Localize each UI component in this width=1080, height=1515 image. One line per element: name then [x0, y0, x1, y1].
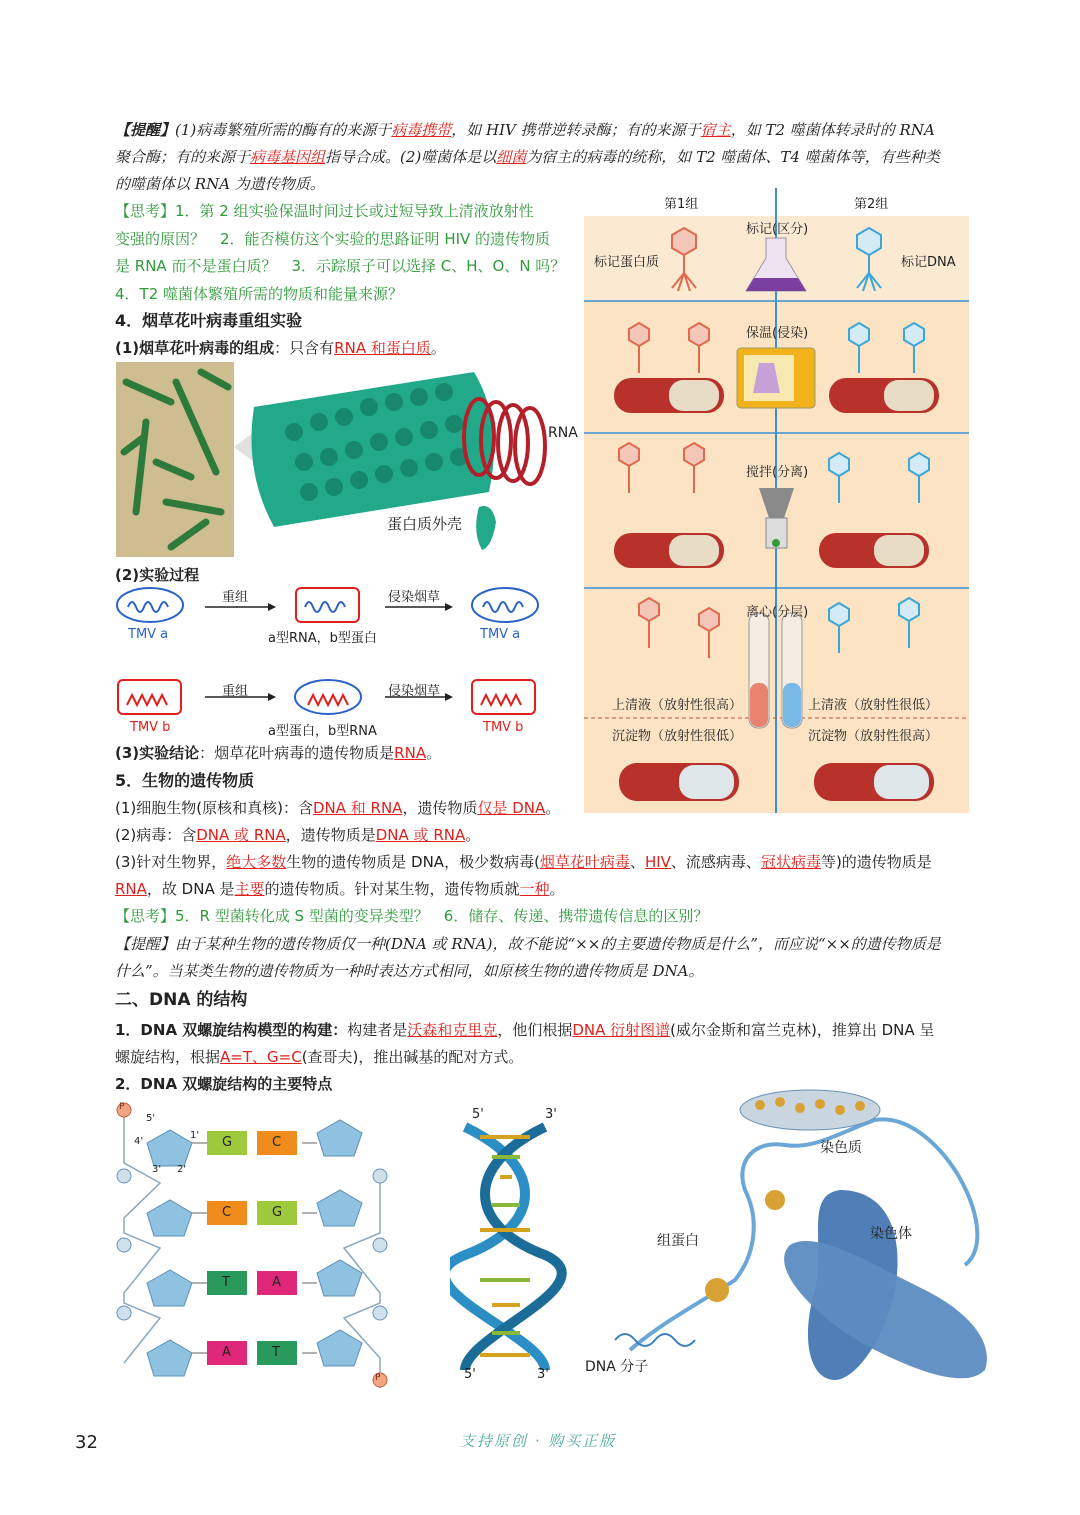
conclusion-label: (3)实验结论 [115, 744, 200, 762]
genetic-answer: 冠状病毒 [760, 853, 821, 871]
base-1-left: G [222, 1135, 233, 1150]
genetic-answer: 烟草花叶病毒 [539, 853, 630, 871]
tmv-micrograph [116, 362, 234, 557]
dna-answer: 沃森和克里克 [407, 1021, 498, 1039]
helix-bottom-left: 5' [464, 1367, 476, 1382]
conclusion-answer: RNA [394, 744, 427, 762]
tips1-prefix: 【提醒】 [115, 121, 176, 139]
base-4-right: T [272, 1345, 280, 1360]
tips1-text: 聚合酶；有的来源于 [115, 148, 251, 166]
genetic-heading: 5．生物的遗传物质 [115, 771, 255, 790]
genetic-line2 [115, 826, 480, 844]
footer-slogan: 支持原创 · 购买正版 [460, 1432, 617, 1450]
genetic-text: (3)针对生物界， [115, 853, 227, 871]
base-pair-diagram [112, 1098, 402, 1398]
genetic-text: 等)的遗传物质是 [820, 853, 932, 871]
phage-experiment-panel [584, 188, 969, 813]
row1-end: TMV a [480, 627, 521, 642]
group1-label: 第1组 [664, 197, 699, 212]
carbon-1-label: 1' [190, 1130, 200, 1141]
helix-bottom-right: 3' [537, 1367, 549, 1382]
think1-line3: 是 RNA 而不是蛋白质？ 3．示踪原子可以选择 C、H、O、N 吗？ [115, 257, 566, 275]
incubate-label: 保温(侵染) [746, 326, 809, 341]
genetic-answer: DNA 或 RNA [196, 826, 286, 844]
base-1-right: C [272, 1135, 282, 1150]
genetic-text: 。 [465, 826, 481, 844]
group2-label: 第2组 [854, 197, 889, 212]
base-2-right: G [272, 1205, 283, 1220]
tmv-composition [115, 339, 446, 357]
process-label: (2)实验过程 [115, 566, 200, 584]
tips1-line3: 的噬菌体以 RNA 为遗传物质。 [115, 175, 325, 193]
tips2-line1: 【提醒】由于某种生物的遗传物质仅一种(DNA 或 RNA)，故不能说“××的主要遗传物质是什么”，而应说“××的遗传物质是 [115, 935, 941, 953]
carbon-3-label: 3' [152, 1164, 162, 1175]
mark-dna-label: 标记DNA [901, 255, 956, 270]
genetic-line3 [115, 853, 932, 871]
recombine-label-1: 重组 [222, 590, 249, 605]
think1-line2: 变强的原因？ 2．能否模仿这个实验的思路证明 HIV 的遗传物质 [115, 230, 551, 248]
conclusion-end: 。 [426, 744, 442, 762]
base-4-left: A [222, 1345, 231, 1360]
carbon-4-label: 4' [134, 1136, 144, 1147]
genetic-answer: HIV [644, 853, 671, 871]
phosphate-label-top: P [119, 1102, 125, 1112]
genetic-answer: 仅是 DNA [477, 799, 546, 817]
genetic-text: 。 [549, 880, 565, 898]
sediment-high: 沉淀物（放射性很高） [808, 729, 939, 744]
genetic-text: ，故 DNA 是 [146, 880, 235, 898]
composition-label: (1)烟草花叶病毒的组成 [115, 339, 275, 357]
genetic-answer: DNA 或 RNA [375, 826, 466, 844]
dna-molecule-label: DNA 分子 [585, 1359, 649, 1375]
genetic-text: (2)病毒：含 [115, 826, 197, 844]
conclusion-text: ：烟草花叶病毒的遗传物质是 [199, 744, 395, 762]
carbon-5-label: 5' [146, 1113, 156, 1124]
capsid-label: 蛋白质外壳 [387, 515, 463, 533]
genetic-text: (1)细胞生物(原核和真核)：含 [115, 799, 313, 817]
tips1-line2 [115, 148, 940, 166]
think1-line4: 4．T2 噬菌体繁殖所需的物质和能量来源？ [115, 285, 404, 303]
genetic-text: 、 [629, 853, 645, 871]
composition-text: ：只含有 [274, 339, 335, 357]
carbon-2-label: 2' [177, 1164, 187, 1175]
genetic-answer: 绝大多数 [226, 853, 287, 871]
row2-end: TMV b [483, 720, 524, 735]
genetic-text: 、流感病毒、 [670, 853, 761, 871]
double-helix [450, 1105, 570, 1385]
base-2-left: C [222, 1205, 232, 1220]
dna-text: 螺旋结构，根据 [115, 1048, 221, 1066]
helix-top-right: 3' [545, 1107, 557, 1122]
composition-end: 。 [430, 339, 446, 357]
genetic-answer: DNA 和 RNA [312, 799, 403, 817]
row2-start: TMV b [130, 720, 171, 735]
tips1-answer: 细菌 [496, 148, 527, 166]
tips1-line1 [115, 121, 935, 139]
genetic-text: 。 [545, 799, 561, 817]
tmv-heading: 4．烟草花叶病毒重组实验 [115, 311, 303, 330]
row1-start: TMV a [128, 627, 169, 642]
dna-para2 [115, 1048, 523, 1066]
helix-top-left: 5' [472, 1107, 484, 1122]
chromosome-label: 染色体 [870, 1226, 912, 1242]
genetic-answer: 一种 [519, 880, 550, 898]
rna-label: RNA [548, 425, 578, 441]
dna-text: (查哥夫)，推出碱基的配对方式。 [301, 1048, 524, 1066]
tips1-answer: 宿主 [700, 121, 731, 139]
tips1-text: ，如 T2 噬菌体转录时的 RNA [730, 121, 935, 139]
dna-text: ，他们根据 [497, 1021, 573, 1039]
dna-answer: DNA 衍射图谱 [572, 1021, 671, 1039]
infect-label-2: 侵染烟草 [388, 684, 441, 699]
tips1-text: (1)病毒繁殖所需的酶有的来源于 [175, 121, 392, 139]
histone-label: 组蛋白 [657, 1233, 699, 1249]
stir-label: 搅拌(分离) [746, 465, 809, 480]
tips1-text: ，如 HIV 携带逆转录酶；有的来源于 [451, 121, 701, 139]
phosphate-label-bottom: P [375, 1373, 381, 1383]
chromatin-label: 染色质 [820, 1140, 862, 1156]
dna-p1-label: 1．DNA 双螺旋结构模型的构建： [115, 1021, 348, 1039]
tips2-line2: 什么”。当某类生物的遗传物质为一种时表达方式相同，如原核生物的遗传物质是 DNA。 [115, 962, 704, 980]
tips1-answer: 病毒携带 [391, 121, 452, 139]
chromosome-diagram [585, 1080, 1005, 1400]
genetic-answer: RNA [115, 880, 147, 898]
dna-para1 [115, 1021, 934, 1039]
dna-answer: A=T、G=C [220, 1048, 302, 1066]
genetic-answer: 主要 [234, 880, 265, 898]
row1-mid: a型RNA，b型蛋白 [268, 631, 377, 646]
genetic-text: 生物的遗传物质是 DNA，极少数病毒( [286, 853, 540, 871]
dna-text: (威尔金斯和富兰克林)，推算出 DNA 呈 [670, 1021, 935, 1039]
think1-line1: 【思考】1．第 2 组实验保温时间过长或过短导致上清液放射性 [115, 202, 534, 220]
tips1-answer: 病毒基因组 [250, 148, 326, 166]
sediment-low: 沉淀物（放射性很低） [612, 729, 743, 744]
think2-line: 【思考】5．R 型菌转化成 S 型菌的变异类型？ 6．储存、传递、携带遗传信息的区别？ [115, 907, 709, 925]
supernatant-low: 上清液（放射性很低） [808, 698, 939, 713]
genetic-text: 的遗传物质。针对某生物，遗传物质就 [264, 880, 520, 898]
tmv-conclusion [115, 744, 441, 762]
dna-para3: 2．DNA 双螺旋结构的主要特点 [115, 1075, 333, 1093]
base-3-left: T [222, 1275, 230, 1290]
dna-section-title: 二、DNA 的结构 [115, 990, 248, 1010]
genetic-text: ，遗传物质是 [285, 826, 376, 844]
row2-mid: a型蛋白，b型RNA [268, 724, 377, 739]
infect-label-1: 侵染烟草 [388, 590, 441, 605]
composition-answer: RNA 和蛋白质 [334, 339, 431, 357]
dna-text: 构建者是 [347, 1021, 408, 1039]
page-number: 32 [75, 1432, 98, 1453]
base-3-right: A [272, 1275, 281, 1290]
recombine-label-2: 重组 [222, 684, 249, 699]
genetic-line1 [115, 799, 560, 817]
tips1-text: 为宿主的病毒的统称，如 T2 噬菌体、T4 噬菌体等，有些种类 [526, 148, 940, 166]
genetic-text: ，遗传物质 [402, 799, 478, 817]
supernatant-high: 上清液（放射性很高） [612, 698, 743, 713]
mark-protein-label: 标记蛋白质 [594, 255, 660, 270]
tips1-text: 指导合成。(2)噬菌体是以 [325, 148, 497, 166]
genetic-line4 [115, 880, 565, 898]
centrifuge-label: 离心(分层) [746, 605, 809, 620]
mark-label: 标记(区分) [746, 222, 809, 237]
